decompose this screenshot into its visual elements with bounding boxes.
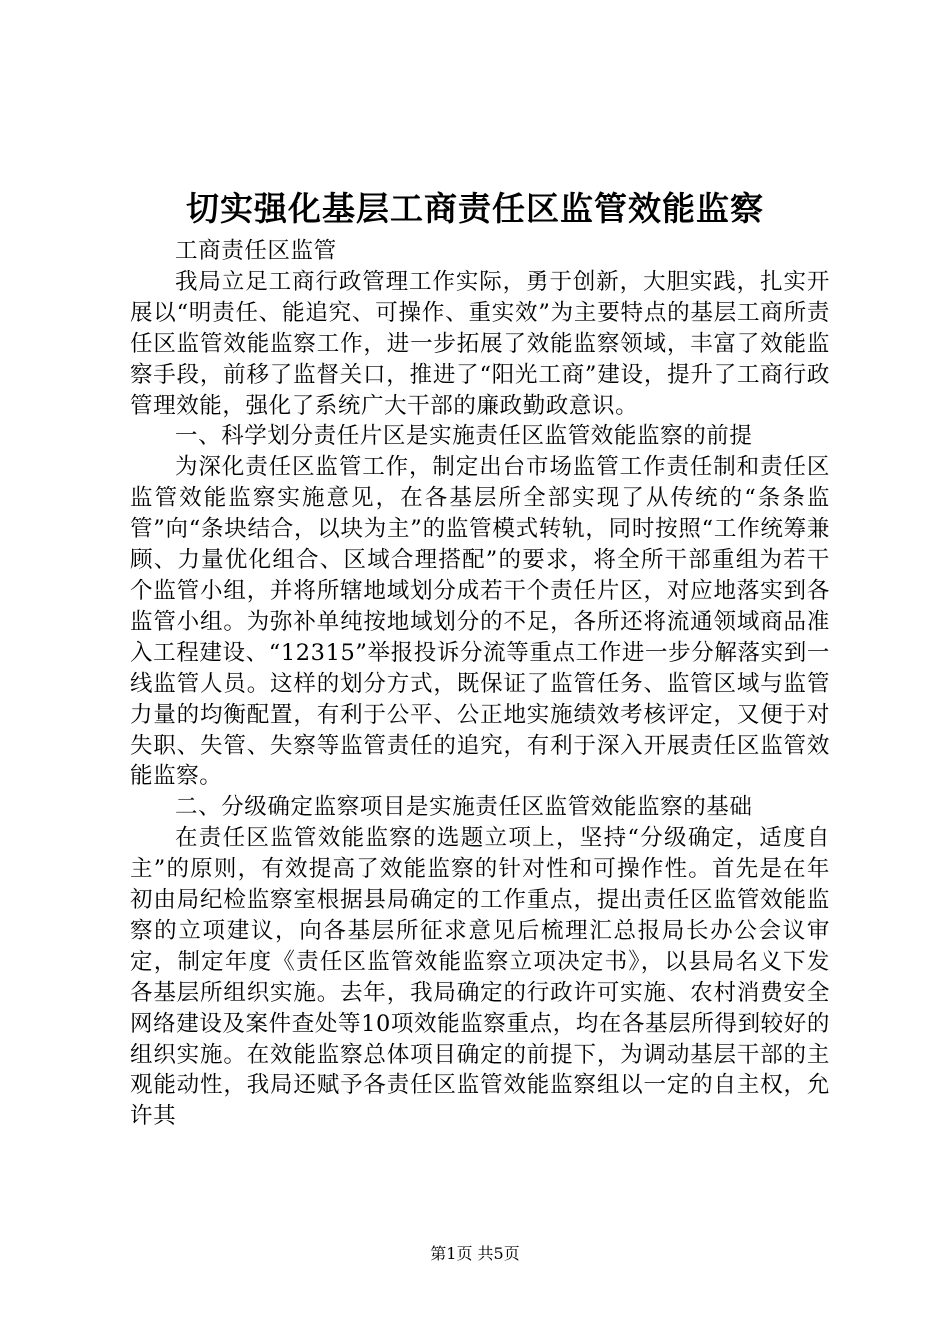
page-number-footer: 第1页 共5页	[430, 1244, 520, 1263]
document-title: 切实强化基层工商责任区监管效能监察	[186, 189, 764, 228]
paragraph-section-2: 在责任区监管效能监察的选题立项上，坚持“分级确定，适度自主”的原则，有效提高了效能监察的针对性和可操作性。首先是在年初由局纪检监察室根据县局确定的工作重点，提出责任区监管效能监察的立项建议，向各基层所征求意见后梳理汇总报局长办公会议审定，制定年度《责任区监管效能监察立项决定书》，以县局名义下发各基层所组织实施。去年，我局确定的行政许可实施、农村消费安全网络建设及案件查处等10项效能监察重点，均在各基层所得到较好的组织实施。在效能监察总体项目确定的前提下，为调动基层干部的主观能动性，我局还赋予各责任区监管效能监察组以一定的自主权，允许其	[130, 825, 830, 1130]
document-body	[130, 236, 830, 1132]
paragraph-subtitle: 工商责任区监管	[175, 238, 337, 264]
section-heading-1: 一、科学划分责任片区是实施责任区监管效能监察的前提	[175, 423, 753, 450]
paragraph-section-1: 为深化责任区监管工作，制定出台市场监管工作责任制和责任区监管效能监察实施意见，在各基层所全部实现了从传统的“条条监管”向“条块结合，以块为主”的监管模式转轨，同时按照“工作统筹兼顾、力量优化组合、区域合理搭配”的要求，将全所干部重组为若干个监管小组，并将所辖地域划分成若干个责任片区，对应地落实到各监管小组。为弥补单纯按地域划分的不足，各所还将流通领域商品准入工程建设、“12315”举报投诉分流等重点工作进一步分解落实到一线监管人员。这样的划分方式，既保证了监管任务、监管区域与监管力量的均衡配置，有利于公平、公正地实施绩效考核评定，又便于对失职、失管、失察等监管责任的追究，有利于深入开展责任区监管效能监察。	[130, 454, 830, 790]
paragraph-intro: 我局立足工商行政管理工作实际，勇于创新，大胆实践，扎实开展以“明责任、能追究、可操作、重实效”为主要特点的基层工商所责任区监管效能监察工作，进一步拓展了效能监察领域，丰富了效能监察手段，前移了监督关口，推进了“阳光工商”建设，提升了工商行政管理效能，强化了系统广大干部的廉政勤政意识。	[130, 268, 830, 419]
section-heading-2: 二、分级确定监察项目是实施责任区监管效能监察的基础	[175, 794, 753, 821]
